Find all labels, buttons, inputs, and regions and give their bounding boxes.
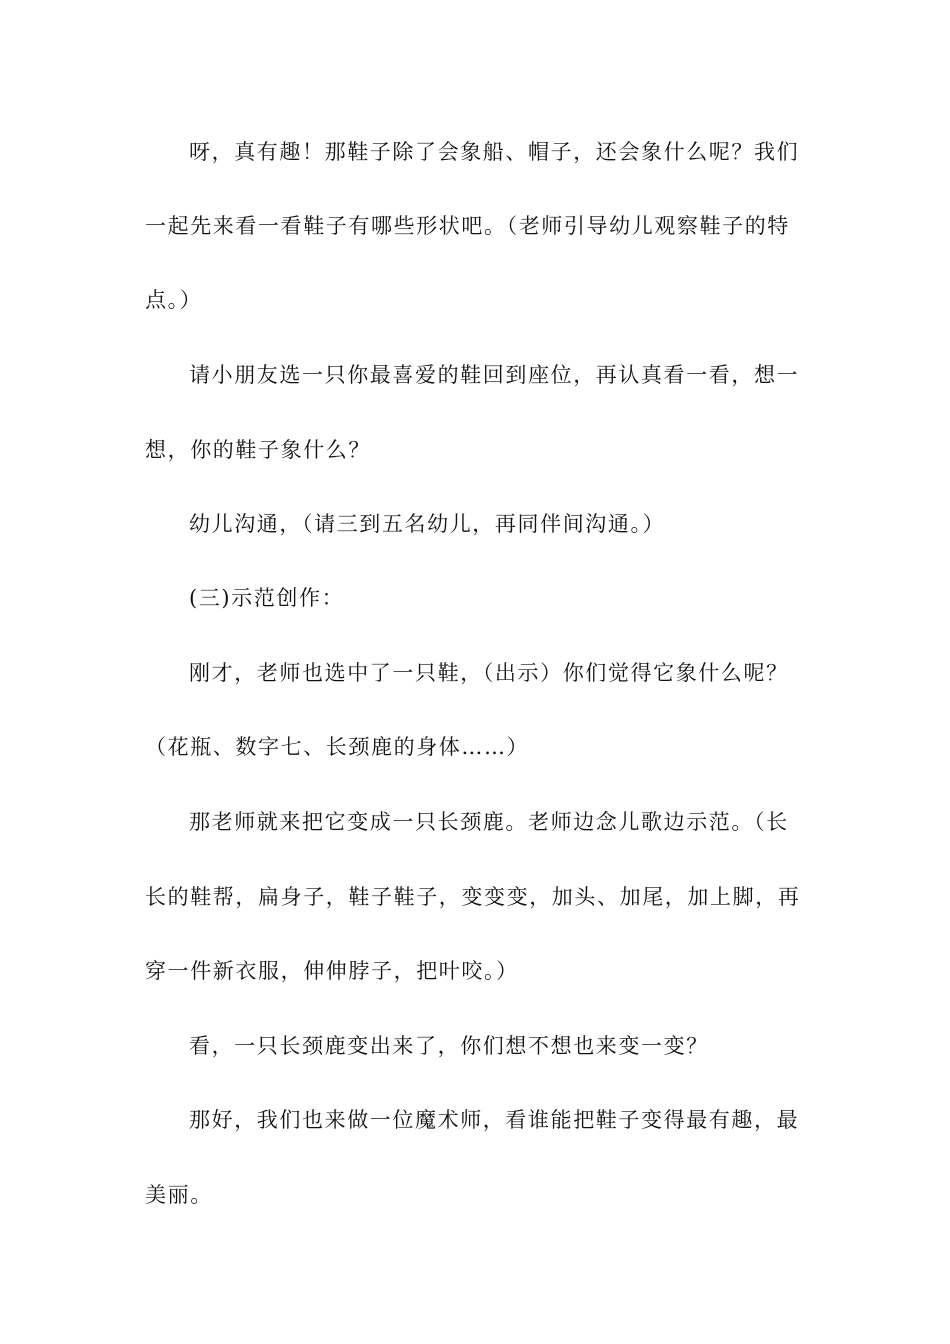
paragraph-line: 点。） — [145, 288, 203, 312]
paragraph-line: 美丽。 — [145, 1183, 213, 1207]
paragraph-line: （花瓶、数字七、长颈鹿的身体……） — [145, 735, 530, 759]
paragraph-line: 穿一件新衣服，伸伸脖子，把叶咬。） — [145, 959, 519, 983]
paragraph-line: 长的鞋帮，扁身子，鞋子鞋子，变变变，加头、加尾，加上脚，再 — [145, 885, 801, 909]
section-heading: (三)示范创作： — [189, 586, 345, 610]
paragraph-line: 想，你的鞋子象什么？ — [145, 438, 371, 462]
paragraph-line: 幼儿沟通，（请三到五名幼儿，再同伴间沟通。） — [189, 512, 666, 536]
paragraph-line: 那老师就来把它变成一只长颈鹿。老师边念儿歌边示范。（长 — [189, 810, 789, 834]
paragraph-line: 一起先来看一看鞋子有哪些形状吧。（老师引导幼儿观察鞋子的特 — [145, 214, 790, 238]
paragraph-line: 看，一只长颈鹿变出来了，你们想不想也来变一变？ — [189, 1034, 709, 1058]
paragraph-line: 呀，真有趣！那鞋子除了会象船、帽子，还会象什么呢？我们 — [189, 140, 800, 164]
paragraph-line: 请小朋友选一只你最喜爱的鞋回到座位，再认真看一看，想一 — [189, 363, 800, 387]
paragraph-line: 刚才，老师也选中了一只鞋，（出示）你们觉得它象什么呢？ — [189, 661, 789, 685]
paragraph-line: 那好，我们也来做一位魔术师，看谁能把鞋子变得最有趣，最 — [189, 1108, 800, 1132]
